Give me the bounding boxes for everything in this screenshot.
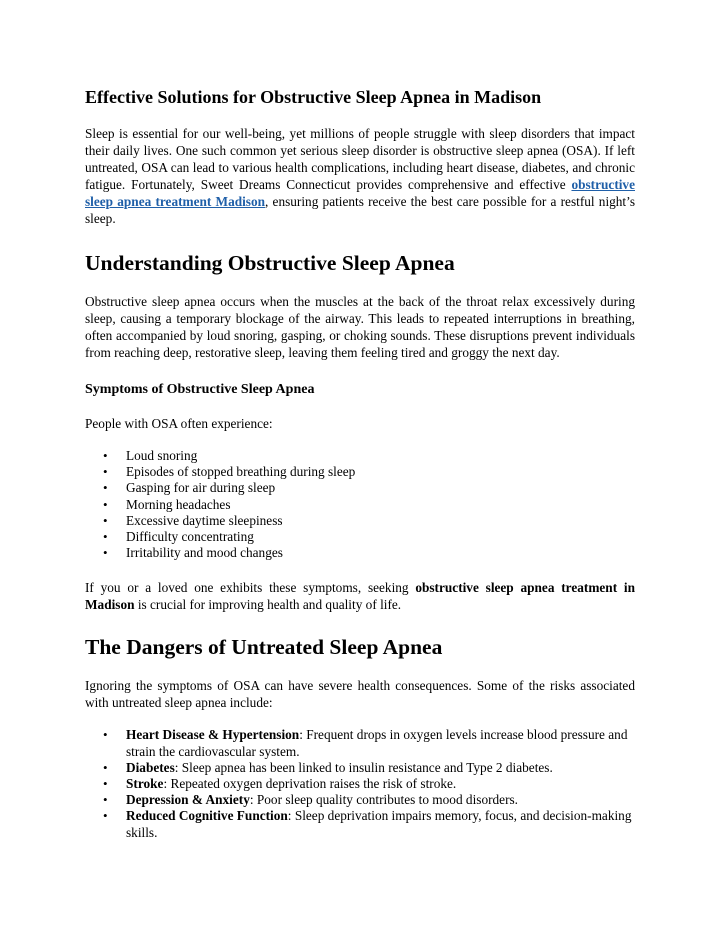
symptoms-heading: Symptoms of Obstructive Sleep Apnea	[85, 382, 315, 397]
symptoms-closing-paragraph	[85, 579, 635, 613]
risks-list	[85, 727, 635, 840]
list-item	[85, 808, 635, 840]
treatment-link[interactable]: obstructive sleep apnea treatment Madison	[85, 177, 635, 209]
risk-term: Depression & Anxiety	[126, 792, 250, 808]
list-item: • Loud snoring	[85, 448, 635, 464]
section-heading-dangers: The Dangers of Untreated Sleep Apnea	[85, 635, 443, 660]
risk-desc: : Sleep apnea has been linked to insulin resistance and Type 2 diabetes.	[174, 759, 553, 775]
document-page	[85, 86, 635, 841]
understanding-paragraph: Obstructive sleep apnea occurs when the muscles at the back of the throat relax excessively during sleep, causing a temporary blockage of the airway. This leads to repeated interruptions in breathing, often accompanied by loud snoring, gasping, or choking sounds. These disruptions prevent individuals from reaching deep, restorative sleep, leaving them feeling tired and groggy the next day.	[85, 294, 635, 360]
list-item: • Gasping for air during sleep	[85, 480, 635, 496]
list-item	[85, 760, 635, 776]
closing-text-bold: obstructive sleep apnea treatment in Madison	[85, 580, 635, 613]
risk-term: Diabetes	[126, 759, 175, 775]
list-item	[85, 776, 635, 792]
intro-text-after: , ensuring patients receive the best care possible for a restful night’s sleep.	[85, 194, 635, 226]
symptoms-lead: People with OSA often experience:	[85, 416, 273, 431]
risk-term: Stroke	[126, 776, 164, 792]
risk-desc: : Poor sleep quality contributes to mood disorders.	[249, 792, 518, 808]
list-item: • Episodes of stopped breathing during sleep	[85, 464, 635, 480]
risk-desc: : Frequent drops in oxygen levels increase blood pressure and strain the cardiovascular system.	[126, 727, 628, 759]
risk-desc: : Sleep deprivation impairs memory, focus, and decision-making skills.	[126, 808, 632, 840]
risk-desc: : Repeated oxygen deprivation raises the risk of stroke.	[163, 776, 457, 792]
list-item: • Irritability and mood changes	[85, 545, 635, 561]
intro-paragraph	[85, 125, 635, 227]
closing-text-before: If you or a loved one exhibits these symptoms, seeking	[85, 580, 416, 596]
closing-text-after: is crucial for improving health and quality of life.	[134, 597, 402, 613]
intro-text-before: Sleep is essential for our well-being, yet millions of people struggle with sleep disorders that impact their daily lives. One such common yet serious sleep disorder is obstructive sleep apnea (OSA). If left untreated, OSA can lead to various health complications, including heart disease, diabetes, and chronic fatigue. Fortunately, Sweet Dreams Connecticut provides comprehensive and effective	[85, 126, 635, 192]
list-item	[85, 792, 635, 808]
risk-term: Reduced Cognitive Function	[126, 808, 288, 824]
section-heading-understanding: Understanding Obstructive Sleep Apnea	[85, 251, 455, 275]
document-title: Effective Solutions for Obstructive Sleep Apnea in Madison	[85, 87, 542, 107]
risk-term: Heart Disease & Hypertension	[126, 727, 300, 743]
dangers-paragraph: Ignoring the symptoms of OSA can have severe health consequences. Some of the risks associated with untreated sleep apnea include:	[85, 678, 635, 711]
list-item: • Morning headaches	[85, 497, 635, 513]
symptoms-list	[85, 448, 635, 561]
list-item	[85, 727, 635, 759]
list-item: • Difficulty concentrating	[85, 529, 635, 545]
list-item: • Excessive daytime sleepiness	[85, 513, 635, 529]
